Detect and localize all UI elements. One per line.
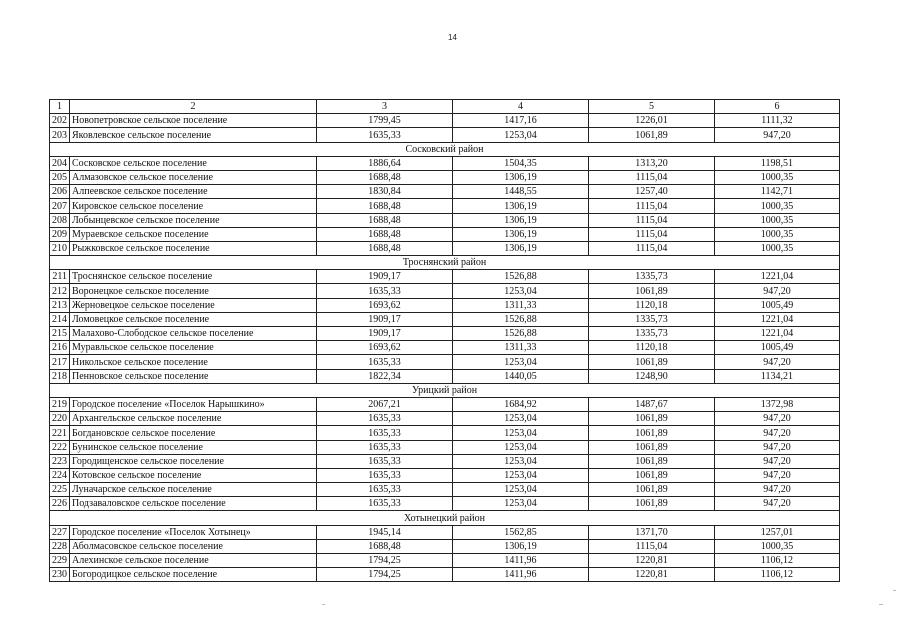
page-number: 14	[448, 33, 457, 42]
value-col-4: 1253,04	[453, 426, 589, 440]
table-row	[50, 185, 840, 199]
settlement-name: Никольское сельское поселение	[70, 355, 317, 369]
value-col-6: 1111,32	[715, 114, 840, 128]
value-col-6: 947,20	[715, 355, 840, 369]
value-col-4: 1311,33	[453, 298, 589, 312]
row-number: 230	[50, 568, 70, 582]
row-number: 218	[50, 369, 70, 383]
value-col-6: 947,20	[715, 497, 840, 511]
value-col-3: 2067,21	[317, 397, 453, 411]
value-col-6: 1005,49	[715, 298, 840, 312]
value-col-6: 947,20	[715, 483, 840, 497]
scan-mark	[893, 590, 896, 591]
settlement-name: Подзаваловское сельское поселение	[70, 497, 317, 511]
value-col-6: 1000,35	[715, 213, 840, 227]
value-col-5: 1115,04	[589, 213, 715, 227]
value-col-6: 1221,04	[715, 327, 840, 341]
row-number: 215	[50, 327, 70, 341]
settlement-name: Воронецкое сельское поселение	[70, 284, 317, 298]
table-row	[50, 525, 840, 539]
row-number: 212	[50, 284, 70, 298]
value-col-6: 1106,12	[715, 568, 840, 582]
tariff-table	[49, 99, 840, 582]
settlement-name: Богородицкое сельское поселение	[70, 568, 317, 582]
table-row	[50, 341, 840, 355]
value-col-4: 1526,88	[453, 270, 589, 284]
settlement-name: Алехинское сельское поселение	[70, 554, 317, 568]
value-col-3: 1794,25	[317, 568, 453, 582]
value-col-3: 1635,33	[317, 497, 453, 511]
table-row	[50, 468, 840, 482]
value-col-3: 1635,33	[317, 468, 453, 482]
value-col-4: 1253,04	[453, 454, 589, 468]
settlement-name: Новопетровское сельское поселение	[70, 114, 317, 128]
settlement-name: Бунинское сельское поселение	[70, 440, 317, 454]
settlement-name: Кировское сельское поселение	[70, 199, 317, 213]
value-col-6: 1221,04	[715, 312, 840, 326]
value-col-5: 1061,89	[589, 497, 715, 511]
district-row	[50, 511, 840, 525]
value-col-3: 1688,48	[317, 227, 453, 241]
row-number: 203	[50, 128, 70, 142]
row-number: 210	[50, 241, 70, 255]
value-col-3: 1688,48	[317, 539, 453, 553]
value-col-3: 1799,45	[317, 114, 453, 128]
row-number: 221	[50, 426, 70, 440]
value-col-5: 1061,89	[589, 284, 715, 298]
settlement-name: Алмазовское сельское поселение	[70, 170, 317, 184]
row-number: 219	[50, 397, 70, 411]
settlement-name: Богдановское сельское поселение	[70, 426, 317, 440]
value-col-4: 1306,19	[453, 199, 589, 213]
value-col-4: 1253,04	[453, 483, 589, 497]
value-col-3: 1822,34	[317, 369, 453, 383]
header-cell-3: 3	[317, 100, 453, 114]
value-col-4: 1311,33	[453, 341, 589, 355]
settlement-name: Городское поселение «Поселок Нарышкино»	[70, 397, 317, 411]
table-row	[50, 412, 840, 426]
value-col-6: 947,20	[715, 128, 840, 142]
value-col-5: 1248,90	[589, 369, 715, 383]
value-col-4: 1306,19	[453, 227, 589, 241]
district-name: Троснянский район	[50, 256, 840, 270]
value-col-4: 1448,55	[453, 185, 589, 199]
row-number: 214	[50, 312, 70, 326]
settlement-name: Сосковское сельское поселение	[70, 156, 317, 170]
settlement-name: Лобынцевское сельское поселение	[70, 213, 317, 227]
value-col-3: 1635,33	[317, 440, 453, 454]
value-col-3: 1688,48	[317, 199, 453, 213]
value-col-4: 1562,85	[453, 525, 589, 539]
value-col-6: 1257,01	[715, 525, 840, 539]
value-col-4: 1306,19	[453, 213, 589, 227]
row-number: 202	[50, 114, 70, 128]
table-row	[50, 156, 840, 170]
table-row	[50, 454, 840, 468]
table-row	[50, 568, 840, 582]
value-col-4: 1253,04	[453, 412, 589, 426]
value-col-4: 1306,19	[453, 539, 589, 553]
scan-mark	[879, 604, 883, 605]
district-name: Сосковский район	[50, 142, 840, 156]
row-number: 224	[50, 468, 70, 482]
value-col-4: 1417,16	[453, 114, 589, 128]
value-col-6: 1000,35	[715, 539, 840, 553]
value-col-5: 1313,20	[589, 156, 715, 170]
district-row	[50, 383, 840, 397]
value-col-4: 1526,88	[453, 312, 589, 326]
row-number: 227	[50, 525, 70, 539]
value-col-5: 1257,40	[589, 185, 715, 199]
value-col-5: 1061,89	[589, 468, 715, 482]
row-number: 226	[50, 497, 70, 511]
header-cell-5: 5	[589, 100, 715, 114]
row-number: 220	[50, 412, 70, 426]
row-number: 207	[50, 199, 70, 213]
value-col-4: 1253,04	[453, 440, 589, 454]
table-row	[50, 298, 840, 312]
value-col-5: 1120,18	[589, 341, 715, 355]
value-col-3: 1830,84	[317, 185, 453, 199]
header-cell-1: 1	[50, 100, 70, 114]
value-col-6: 1000,35	[715, 241, 840, 255]
value-col-3: 1635,33	[317, 426, 453, 440]
settlement-name: Пенновское сельское поселение	[70, 369, 317, 383]
value-col-5: 1061,89	[589, 128, 715, 142]
value-col-6: 1000,35	[715, 199, 840, 213]
row-number: 211	[50, 270, 70, 284]
table-row	[50, 497, 840, 511]
table-row	[50, 213, 840, 227]
table-header	[50, 100, 840, 114]
row-number: 204	[50, 156, 70, 170]
value-col-3: 1945,14	[317, 525, 453, 539]
value-col-5: 1115,04	[589, 227, 715, 241]
settlement-name: Малахово-Слободское сельское поселение	[70, 327, 317, 341]
value-col-5: 1487,67	[589, 397, 715, 411]
header-row	[50, 100, 840, 114]
value-col-3: 1693,62	[317, 341, 453, 355]
value-col-4: 1253,04	[453, 497, 589, 511]
settlement-name: Мураевское сельское поселение	[70, 227, 317, 241]
value-col-6: 947,20	[715, 454, 840, 468]
value-col-5: 1335,73	[589, 270, 715, 284]
settlement-name: Аболмасовское сельское поселение	[70, 539, 317, 553]
row-number: 225	[50, 483, 70, 497]
value-col-3: 1886,64	[317, 156, 453, 170]
value-col-5: 1061,89	[589, 483, 715, 497]
settlement-name: Городское поселение «Поселок Хотынец»	[70, 525, 317, 539]
value-col-5: 1115,04	[589, 199, 715, 213]
table-row	[50, 397, 840, 411]
value-col-6: 947,20	[715, 440, 840, 454]
value-col-4: 1411,96	[453, 568, 589, 582]
value-col-3: 1635,33	[317, 483, 453, 497]
table-row	[50, 128, 840, 142]
table-row	[50, 426, 840, 440]
value-col-4: 1411,96	[453, 554, 589, 568]
value-col-5: 1226,01	[589, 114, 715, 128]
value-col-6: 1005,49	[715, 341, 840, 355]
district-row	[50, 256, 840, 270]
value-col-4: 1306,19	[453, 170, 589, 184]
value-col-6: 1134,21	[715, 369, 840, 383]
value-col-5: 1061,89	[589, 426, 715, 440]
settlement-name: Рыжковское сельское поселение	[70, 241, 317, 255]
row-number: 217	[50, 355, 70, 369]
value-col-4: 1253,04	[453, 468, 589, 482]
value-col-5: 1061,89	[589, 412, 715, 426]
value-col-5: 1335,73	[589, 312, 715, 326]
table-row	[50, 199, 840, 213]
value-col-6: 1198,51	[715, 156, 840, 170]
settlement-name: Яковлевское сельское поселение	[70, 128, 317, 142]
table-row	[50, 241, 840, 255]
value-col-3: 1794,25	[317, 554, 453, 568]
value-col-4: 1504,35	[453, 156, 589, 170]
value-col-6: 1142,71	[715, 185, 840, 199]
value-col-4: 1526,88	[453, 327, 589, 341]
table-row	[50, 369, 840, 383]
value-col-3: 1688,48	[317, 241, 453, 255]
value-col-6: 1106,12	[715, 554, 840, 568]
scan-mark	[322, 604, 325, 605]
settlement-name: Архангельское сельское поселение	[70, 412, 317, 426]
table-row	[50, 227, 840, 241]
table-row	[50, 483, 840, 497]
settlement-name: Котовское сельское поселение	[70, 468, 317, 482]
settlement-name: Городищенское сельское поселение	[70, 454, 317, 468]
value-col-3: 1688,48	[317, 170, 453, 184]
row-number: 222	[50, 440, 70, 454]
value-col-3: 1693,62	[317, 298, 453, 312]
settlement-name: Троснянское сельское поселение	[70, 270, 317, 284]
value-col-6: 947,20	[715, 412, 840, 426]
value-col-6: 1000,35	[715, 227, 840, 241]
settlement-name: Ломовецкое сельское поселение	[70, 312, 317, 326]
value-col-3: 1688,48	[317, 213, 453, 227]
value-col-6: 947,20	[715, 284, 840, 298]
row-number: 213	[50, 298, 70, 312]
value-col-5: 1115,04	[589, 539, 715, 553]
table-row	[50, 284, 840, 298]
header-cell-2: 2	[70, 100, 317, 114]
value-col-6: 1000,35	[715, 170, 840, 184]
district-row	[50, 142, 840, 156]
value-col-3: 1635,33	[317, 128, 453, 142]
value-col-6: 1372,98	[715, 397, 840, 411]
table-row	[50, 539, 840, 553]
value-col-3: 1909,17	[317, 270, 453, 284]
row-number: 223	[50, 454, 70, 468]
settlement-name: Муравльское сельское поселение	[70, 341, 317, 355]
value-col-5: 1120,18	[589, 298, 715, 312]
row-number: 208	[50, 213, 70, 227]
settlement-name: Луначарское сельское поселение	[70, 483, 317, 497]
settlement-name: Алпеевское сельское поселение	[70, 185, 317, 199]
value-col-5: 1115,04	[589, 241, 715, 255]
value-col-3: 1909,17	[317, 327, 453, 341]
value-col-3: 1635,33	[317, 412, 453, 426]
value-col-4: 1253,04	[453, 355, 589, 369]
value-col-3: 1635,33	[317, 355, 453, 369]
value-col-3: 1909,17	[317, 312, 453, 326]
value-col-5: 1115,04	[589, 170, 715, 184]
value-col-4: 1440,05	[453, 369, 589, 383]
table-row	[50, 312, 840, 326]
value-col-6: 947,20	[715, 468, 840, 482]
value-col-4: 1253,04	[453, 128, 589, 142]
value-col-5: 1061,89	[589, 355, 715, 369]
table-row	[50, 327, 840, 341]
settlement-name: Жерновецкое сельское поселение	[70, 298, 317, 312]
row-number: 206	[50, 185, 70, 199]
row-number: 205	[50, 170, 70, 184]
row-number: 229	[50, 554, 70, 568]
row-number: 216	[50, 341, 70, 355]
table-row	[50, 440, 840, 454]
district-name: Хотынецкий район	[50, 511, 840, 525]
value-col-4: 1253,04	[453, 284, 589, 298]
table-row	[50, 355, 840, 369]
value-col-5: 1061,89	[589, 454, 715, 468]
value-col-4: 1684,92	[453, 397, 589, 411]
district-name: Урицкий район	[50, 383, 840, 397]
value-col-5: 1061,89	[589, 440, 715, 454]
header-cell-4: 4	[453, 100, 589, 114]
table-body	[50, 114, 840, 582]
value-col-5: 1371,70	[589, 525, 715, 539]
value-col-6: 947,20	[715, 426, 840, 440]
value-col-6: 1221,04	[715, 270, 840, 284]
value-col-3: 1635,33	[317, 454, 453, 468]
value-col-5: 1220,81	[589, 554, 715, 568]
row-number: 209	[50, 227, 70, 241]
value-col-4: 1306,19	[453, 241, 589, 255]
value-col-5: 1335,73	[589, 327, 715, 341]
header-cell-6: 6	[715, 100, 840, 114]
table-row	[50, 170, 840, 184]
value-col-3: 1635,33	[317, 284, 453, 298]
table-row	[50, 270, 840, 284]
table-row	[50, 114, 840, 128]
row-number: 228	[50, 539, 70, 553]
table-row	[50, 554, 840, 568]
value-col-5: 1220,81	[589, 568, 715, 582]
